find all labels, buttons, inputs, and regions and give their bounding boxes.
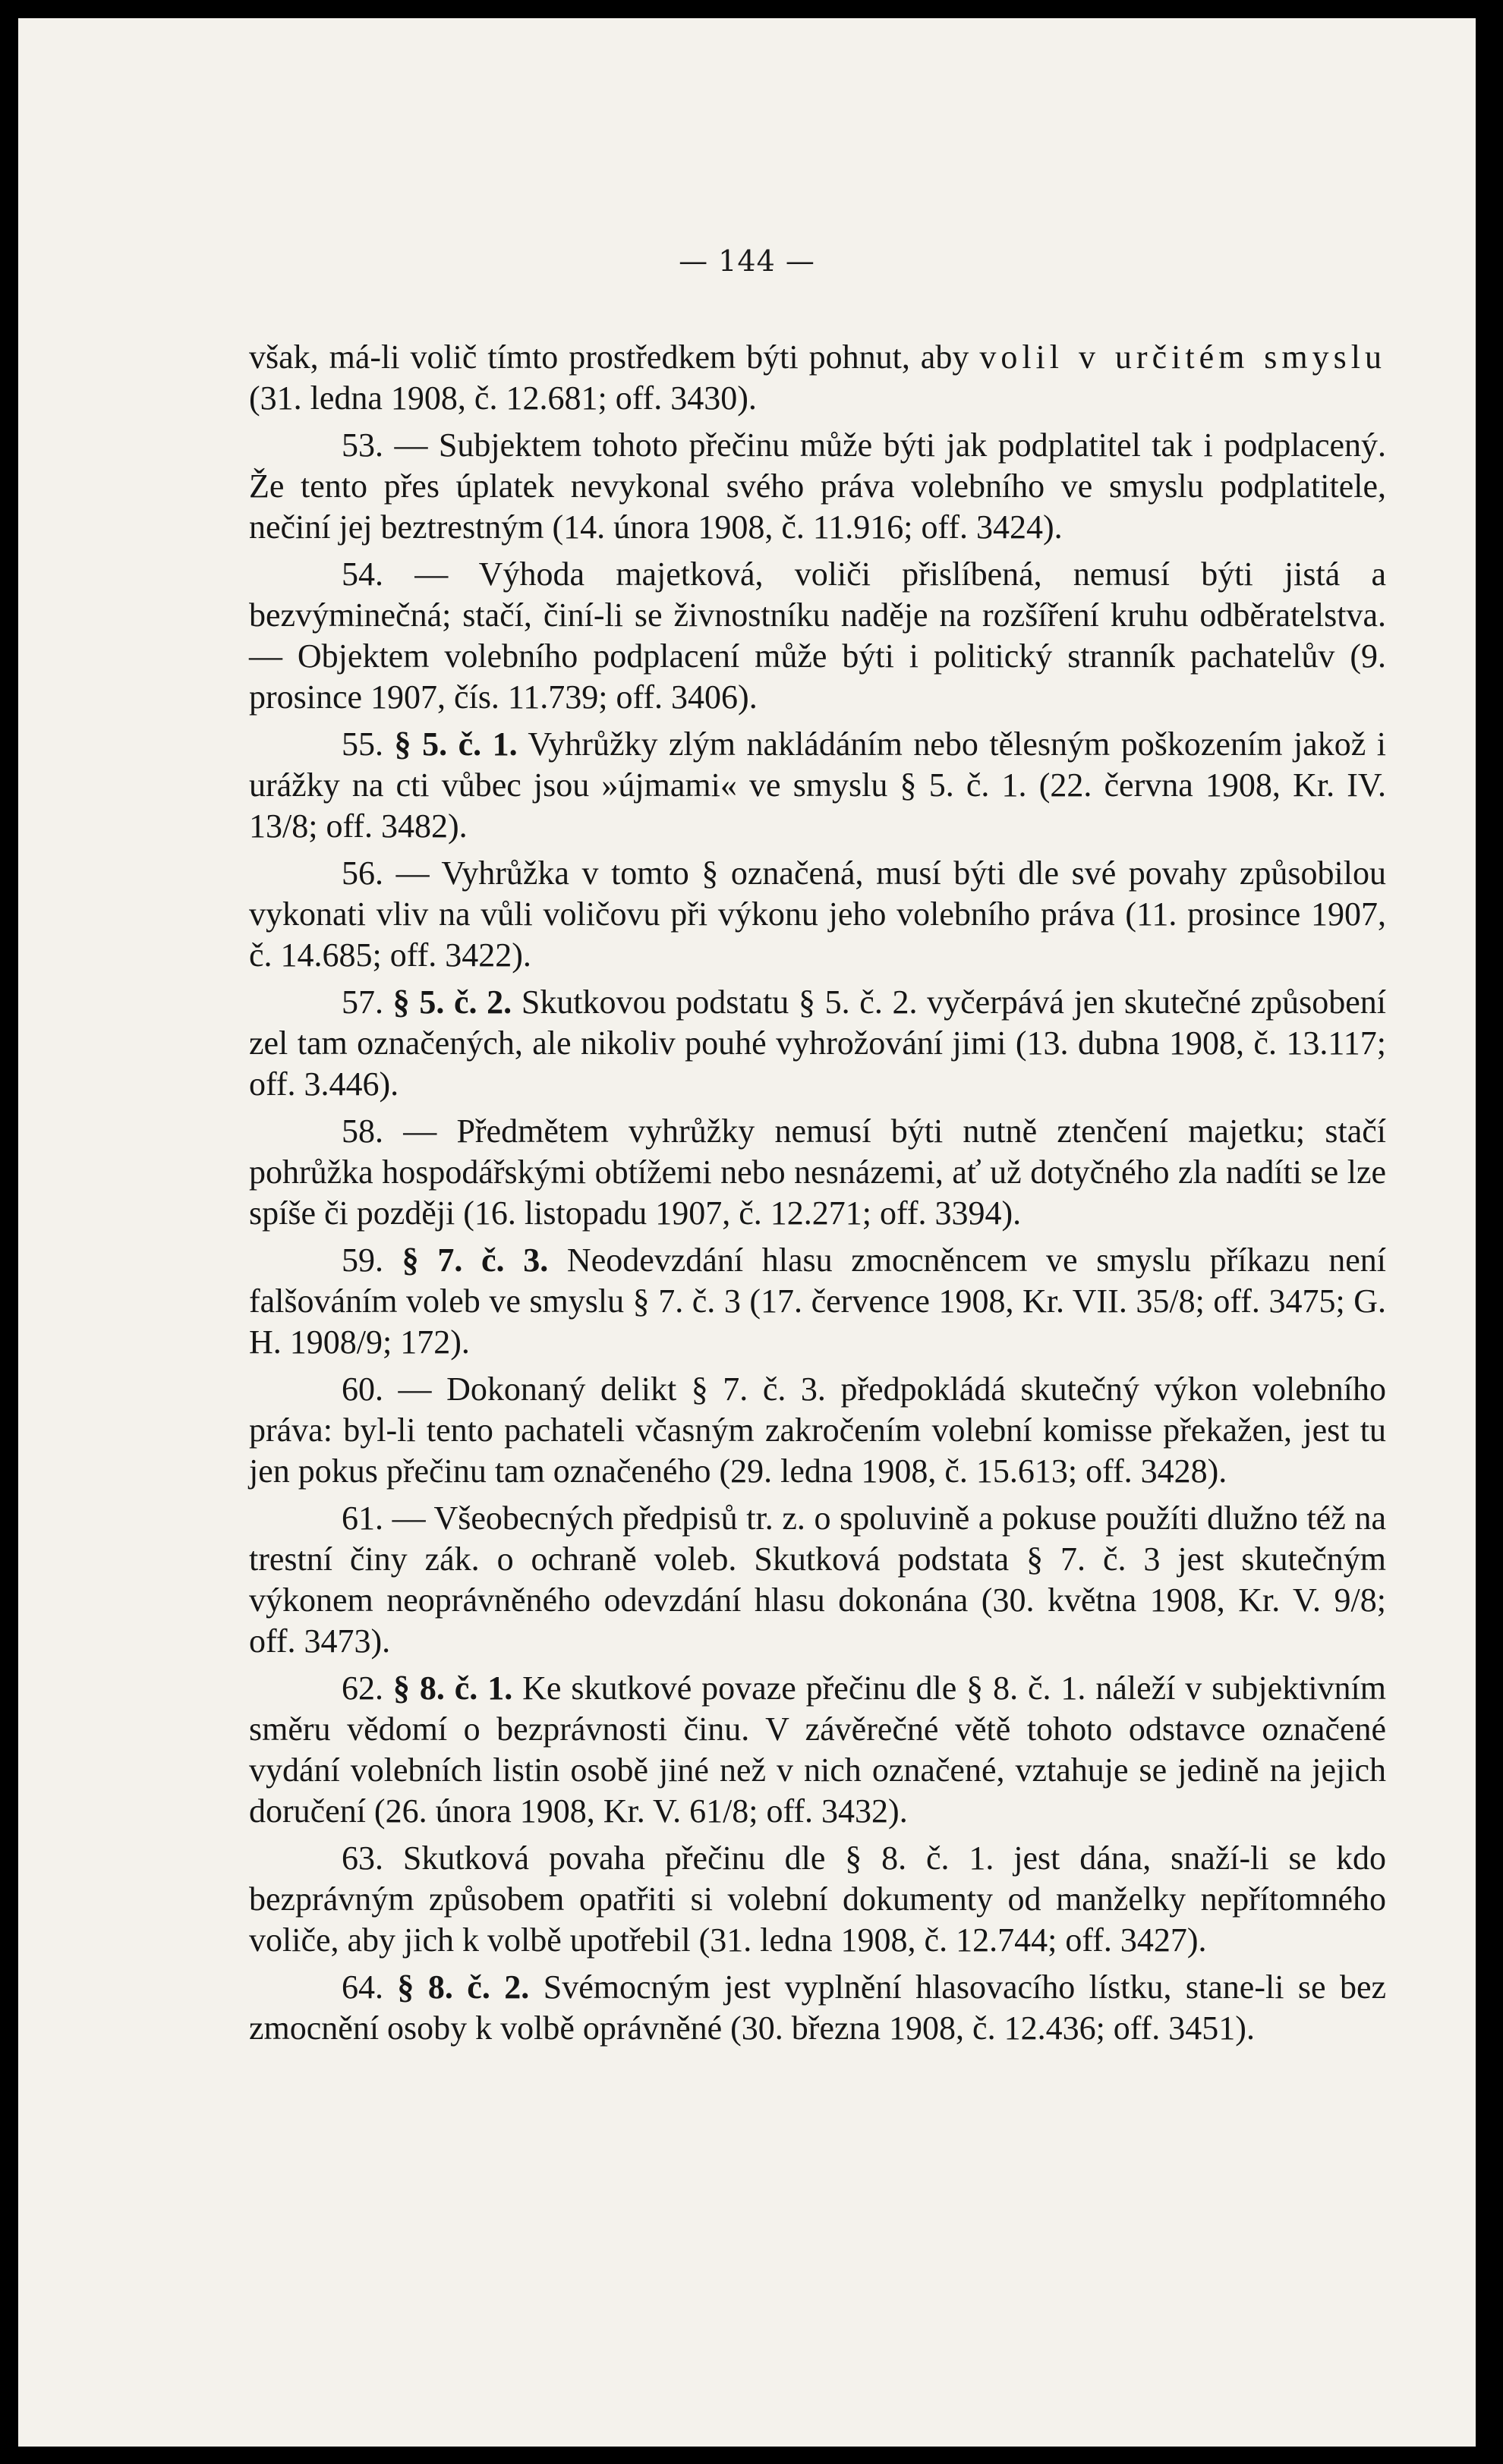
paragraph-number: 55. xyxy=(342,725,383,763)
paragraph-number: 56. xyxy=(342,854,383,892)
paragraph-number: 58. xyxy=(342,1112,383,1150)
paragraph-text: Skutkovou podstatu § 5. č. 2. vyčerpává jen skutečné způsobení zel tam označených, ale nikoliv pouhé vyhrožování jimi (13. dubna 1908, č. 13.117; off. 3.446). xyxy=(249,983,1386,1103)
paragraph-64 xyxy=(249,1967,1386,2049)
paragraph-number: 64. xyxy=(342,1968,383,2006)
paragraph-text: — Všeobecných předpisů tr. z. o spoluvině a pokuse použíti dlužno též na trestní činy zák. o ochraně voleb. Skutková podstata § 7. č. 3 jest skutečným výkonem neoprávněného odevzdání hlasu dokonána (30. května 1908, Kr. V. 9/8; off. 3473). xyxy=(249,1499,1386,1660)
section-reference: § 8. č. 2. xyxy=(383,1968,530,2006)
paragraph-number: 59. xyxy=(342,1241,383,1279)
paragraph-number: 57. xyxy=(342,983,383,1021)
paragraph-57 xyxy=(249,982,1386,1105)
section-reference: § 5. č. 2. xyxy=(383,983,512,1021)
paragraph-61 xyxy=(249,1498,1386,1662)
paragraph-text: — Vyhrůžka v tomto § označená, musí býti dle své povahy způsobilou vykonati vliv na vůli voličovu při výkonu jeho volebního práva (11. prosince 1907, č. 14.685; off. 3422). xyxy=(249,854,1386,974)
paragraph-text: — Předmětem vyhrůžky nemusí býti nutně ztenčení majetku; stačí pohrůžka hospodářskými obtížemi nebo nesnázemi, ať už dotyčného zla nadíti se lze spíše či později (16. listopadu 1907, č. 12.271; off. 3394). xyxy=(249,1112,1386,1232)
paragraph-number: 62. xyxy=(342,1669,383,1707)
paragraph-text: Ke skutkové povaze přečinu dle § 8. č. 1. náleží v subjektivním směru vědomí o bezprávnosti činu. V závěrečné větě tohoto odstavce označené vydání volebních listin osobě jiné než v nich označené, vztahuje se jedině na jejich doručení (26. února 1908, Kr. V. 61/8; off. 3432). xyxy=(249,1669,1386,1830)
paragraph-text: Neodevzdání hlasu zmocněncem ve smyslu příkazu není falšováním voleb ve smyslu § 7. č. 3 (17. července 1908, Kr. VII. 35/8; off. 3475; G. H. 1908/9; 172). xyxy=(249,1241,1386,1361)
paragraph-62 xyxy=(249,1668,1386,1832)
body-text xyxy=(249,337,1386,2055)
paragraph-text: — Subjektem tohoto přečinu může býti jak podplatitel tak i podplacený. Že tento přes úplatek nevykonal svého práva volebního ve smyslu podplatitele, nečiní jej beztrestným (14. února 1908, č. 11.916; off. 3424). xyxy=(249,426,1386,546)
paragraph-text: (31. ledna 1908, č. 12.681; off. 3430). xyxy=(249,379,757,417)
emphasized-text: volil v určitém smyslu xyxy=(979,338,1386,376)
paragraph-63 xyxy=(249,1838,1386,1961)
page-number: — 144 — xyxy=(679,244,815,278)
paragraph-54 xyxy=(249,554,1386,718)
section-reference: § 5. č. 1. xyxy=(383,725,518,763)
paragraph-text: Skutková povaha přečinu dle § 8. č. 1. jest dána, snaží-li se kdo bezprávným způsobem opatřiti si volební dokumenty od manželky nepřítomného voliče, aby jich k volbě upotřebil (31. ledna 1908, č. 12.744; off. 3427). xyxy=(249,1839,1386,1959)
paragraph-number: 61. xyxy=(342,1499,383,1537)
paragraph-53 xyxy=(249,425,1386,548)
paragraph-text: — Dokonaný delikt § 7. č. 3. předpokládá skutečný výkon volebního práva: byl-li tento pachateli včasným zakročením volební komisse překažen, jest tu jen pokus přečinu tam označeného (29. ledna 1908, č. 15.613; off. 3428). xyxy=(249,1370,1386,1490)
paragraph-text: Vyhrůžky zlým nakládáním nebo tělesným poškozením jakož i urážky na cti vůbec jsou »újmami« ve smyslu § 5. č. 1. (22. června 1908, Kr. IV. 13/8; off. 3482). xyxy=(249,725,1386,845)
section-reference: § 7. č. 3. xyxy=(383,1241,549,1279)
paragraph-number: 54. xyxy=(342,555,383,593)
paragraph-58 xyxy=(249,1111,1386,1234)
paragraph-number: 63. xyxy=(342,1839,383,1877)
paragraph-56 xyxy=(249,853,1386,976)
paragraph-60 xyxy=(249,1369,1386,1492)
paragraph-text: Svémocným jest vyplnění hlasovacího lístku, stane-li se bez zmocnění osoby k volbě oprávněné (30. března 1908, č. 12.436; off. 3451). xyxy=(249,1968,1387,2047)
paragraph-number: 53. xyxy=(342,426,383,464)
paragraph-number: 60. xyxy=(342,1370,383,1408)
paragraph-text: — Výhoda majetková, voliči přislíbená, nemusí býti jistá a bezvýminečná; stačí, činí-li se živnostníku naděje na rozšíření kruhu odběratelstva. — Objektem volebního podplacení může býti i politický stranník pachatelův (9. prosince 1907, čís. 11.739; off. 3406). xyxy=(249,555,1386,716)
section-reference: § 8. č. 1. xyxy=(383,1669,513,1707)
paragraph-59 xyxy=(249,1240,1386,1363)
book-page xyxy=(18,18,1476,2447)
paragraph-text: však, má-li volič tímto prostředkem býti pohnut, aby xyxy=(249,338,980,376)
paragraph-55 xyxy=(249,724,1386,847)
paragraph-continuation xyxy=(249,337,1386,419)
